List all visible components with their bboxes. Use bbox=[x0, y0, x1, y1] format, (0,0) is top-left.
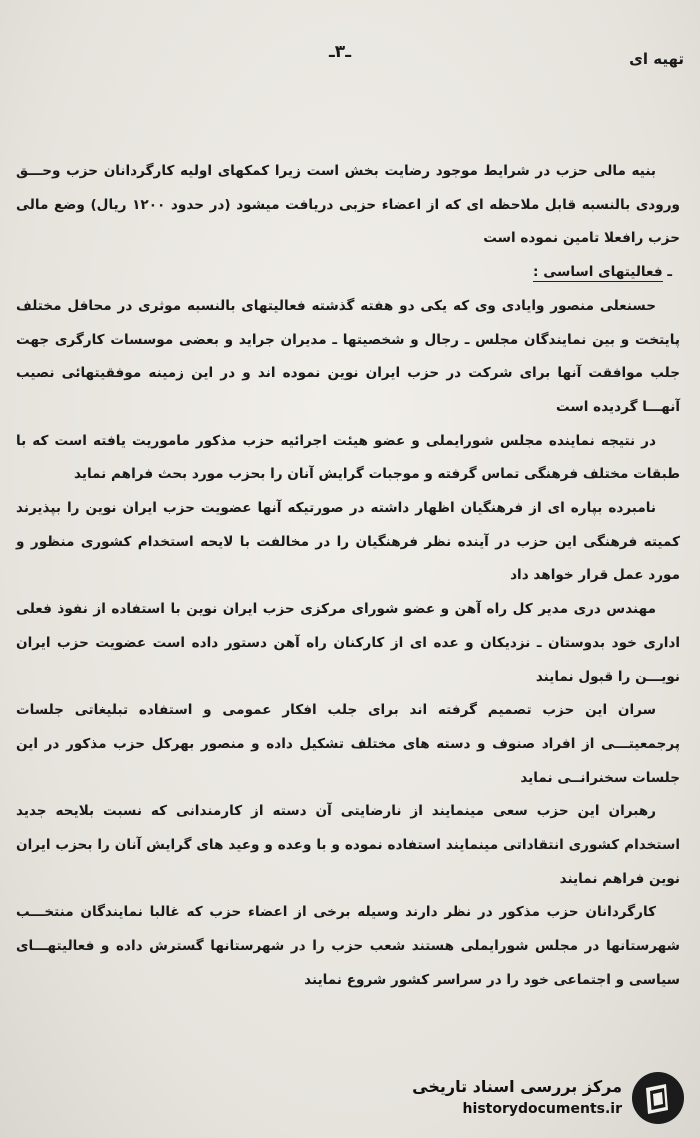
paragraph-activities-4: مهندس دری مدیر کل راه آهن و عضو شورای مرکزی حزب ایران نوین با استفاده از نفوذ فعلی اداری خود بدوستان ـ نزدیکان و عده ای از کارکنان راه آهن دستور داده است عضویت حزب ایران نویـــن را قبول نمایند bbox=[16, 601, 680, 685]
paragraph-finance: بنیه مالی حزب در شرایط موجود رضایت بخش است زیرا کمکهای اولیه کارگردانان حزب وحـــق ورودی بالنسبه قابل ملاحظه ای که از اعضاء حزبی دریافت میشود (در حدود ۱۲۰۰ ریال) وضع مالی حزب رافعلا تامین نموده است bbox=[16, 163, 680, 247]
watermark-url: historydocuments.ir bbox=[462, 1101, 622, 1117]
archive-logo-icon bbox=[630, 1070, 686, 1126]
document-body bbox=[16, 155, 680, 998]
paragraph-activities-7: کارگردانان حزب مذکور در نظر دارند وسیله برخی از اعضاء حزب که غالبا نمایندگان منتخـــب شهرستانها در مجلس شورایملی هستند شعب حزب را در شهرستانها گسترش داده و فعالیتهـــای سیاسی و اجتماعی خود را در سراسر کشور شروع نمایند bbox=[16, 904, 680, 988]
paragraph-activities-3: نامبرده بپاره ای از فرهنگیان اظهار داشته در صورتیکه آنها عضویت حزب ایران نوین را بپذیرند کمیته فرهنگی این حزب در آینده نظر فرهنگیان را در مخالفت با لایحه استخدام کشوری منظور و مورد عمل قرار خواهد داد bbox=[16, 500, 680, 584]
page-number: ـ۳ـ bbox=[328, 42, 351, 62]
paragraph-activities-1: حسنعلی منصور وایادی وی که یکی دو هفته گذشته فعالیتهای بالنسبه موثری در محافل مختلف پایتخت و بین نمایندگان مجلس ـ رجال و شخصیتها ـ مدیران جراید و بعضی موسسات کارگری جهت جلب موافقت آنها برای شرکت در حزب ایران نوین نموده اند و در این زمینه موفقیتهائی نصیب آنهـــا گردیده است bbox=[16, 297, 680, 415]
section-heading-prefix: ـ bbox=[667, 264, 672, 281]
paragraph-activities-6: رهبران این حزب سعی مینمایند از نارضایتی آن دسته از کارمندانی که نسبت بلایحه جدید استخدام کشوری انتقاداتی مینمایند استفاده نموده و با وعده و وعید های گرایش آنان را بحزب ایران نوین فراهم نمایند bbox=[16, 803, 680, 887]
paragraph-activities-2: در نتیجه نماینده مجلس شورایملی و عضو هیئت اجرائیه حزب مذکور ماموریت یافته است که با طبقات مختلف فرهنگی تماس گرفته و موجبات گرایش آنان را بحزب مورد بحث فراهم نماید bbox=[16, 432, 680, 483]
section-heading-label: فعالیتهای اساسی : bbox=[533, 264, 663, 281]
watermark bbox=[412, 1068, 686, 1128]
watermark-title: مرکز بررسی اسناد تاریخی bbox=[412, 1077, 622, 1096]
document-tag: تهیه ای bbox=[629, 50, 684, 68]
paragraph-activities-5: سران این حزب تصمیم گرفته اند برای جلب افکار عمومی و استفاده تبلیغاتی جلسات پرجمعیتـــی از افراد صنوف و دسته های مختلف تشکیل داده و منصور بهرکل حزب مذکور در این جلسات سخنرانــی نماید bbox=[16, 702, 680, 786]
section-heading bbox=[16, 256, 680, 290]
